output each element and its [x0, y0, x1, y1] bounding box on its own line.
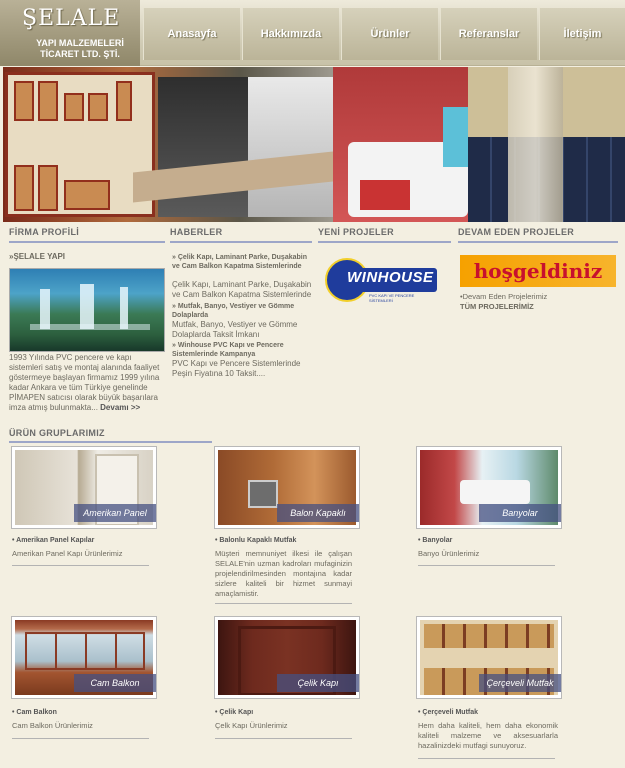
product-title[interactable]: • Cam Balkon	[12, 709, 57, 716]
news-item-text: PVC Kapı ve Pencere Sistemlerinde Peşin Fiyatına 10 Taksit....	[172, 359, 301, 378]
nav-anasayfa[interactable]: Anasayfa	[143, 8, 240, 60]
devam-projeler-link[interactable]: •Devam Eden Projelerimiz	[460, 292, 548, 301]
product-card-balon-kapakli[interactable]	[214, 446, 360, 529]
product-desc: Banyo Ürünlerimiz	[418, 549, 480, 558]
devami-link[interactable]: Devamı >>	[100, 403, 141, 412]
product-desc: Amerikan Panel Kapı Ürünlerimiz	[12, 549, 123, 558]
section-divider	[458, 241, 618, 243]
section-divider	[318, 241, 451, 243]
product-card-celik-kapi[interactable]	[214, 616, 360, 699]
site-logo[interactable]	[0, 0, 140, 66]
product-title[interactable]: • Çerçeveli Mutfak	[418, 709, 479, 716]
hero-banner	[3, 67, 625, 222]
hosgeldiniz-banner[interactable]: hoşgeldiniz	[460, 255, 616, 287]
firma-subtitle-link[interactable]: »ŞELALE YAPI	[9, 252, 66, 261]
product-caption: Amerikan Panel	[74, 504, 156, 522]
winhouse-logo-text: WINHOUSE	[347, 269, 434, 286]
section-title-yeni: YENİ PROJELER	[318, 227, 394, 237]
news-item-title[interactable]: » Mutfak, Banyo, Vestiyer ve Gömme Dolaplarda	[172, 303, 295, 319]
section-title-urunler: ÜRÜN GRUPLARIMIZ	[9, 428, 105, 438]
product-caption: Banyolar	[479, 504, 561, 522]
section-title-firma: FİRMA PROFİLİ	[9, 227, 80, 237]
nav-referanslar[interactable]: Referanslar	[440, 8, 537, 60]
product-title[interactable]: • Banyolar	[418, 537, 453, 544]
product-caption: Cam Balkon	[74, 674, 156, 692]
product-caption: Çelik Kapı	[277, 674, 359, 692]
news-item-text: Çelik Kapı, Laminant Parke, Duşakabin ve Cam Balkon Kapatma Sistemlerinde	[172, 280, 312, 299]
product-card-cam-balkon[interactable]	[11, 616, 157, 699]
product-title[interactable]: • Balonlu Kapaklı Mutfak	[215, 537, 297, 544]
waterfall-image	[9, 268, 165, 352]
product-desc: Cam Balkon Ürünlerimiz	[12, 721, 93, 730]
section-divider	[9, 441, 212, 443]
product-caption: Balon Kapaklı	[277, 504, 359, 522]
product-card-cerceveli-mutfak[interactable]	[416, 616, 562, 699]
product-title[interactable]: • Çelik Kapı	[215, 709, 254, 716]
product-title[interactable]: • Amerikan Panel Kapılar	[12, 537, 95, 544]
logo-title: ŞELALE	[22, 6, 121, 31]
news-item-title[interactable]: » Çelik Kapı, Laminant Parke, Duşakabin ve Cam Balkon Kapatma Sistemlerinde	[172, 254, 307, 270]
banner-kitchen	[248, 77, 333, 217]
section-title-haberler: HABERLER	[170, 227, 223, 237]
tum-projeler-link[interactable]: TÜM PROJELERİMİZ	[460, 302, 534, 311]
main-nav	[143, 8, 625, 60]
nav-hakkimizda[interactable]: Hakkımızda	[242, 8, 339, 60]
product-desc: Hem daha kaliteli, hem daha ekonomik kaliteli malzeme ve aksesuarlarla hazalinizdeki mutfagi sunuyoruz.	[418, 721, 558, 750]
firma-text: 1993 Yılında PVC pencere ve kapı sistemleri satış ve montaj alanında faaliyet göstermeye başlayan firmamız 1999 yılına kadar Ankara ve tüm Türkiye genelinde PİMAPEN satıcısı olarak büyük başarılara imza atmış bulunmakta... Devamı >>	[9, 353, 160, 412]
nav-iletisim[interactable]: İletişim	[539, 8, 625, 60]
banner-shower-door	[508, 67, 563, 222]
section-divider	[9, 241, 165, 243]
product-desc: Müşteri memnuniyet ilkesi ile çalışan SELALE'nin uzman kadroları mufaginizin projelendirilmesinden montajına kadar sizlere kaliteli bir hizmet sunmayi amaçlamistir.	[215, 549, 352, 598]
news-item-text: Mutfak, Banyo, Vestiyer ve Gömme Dolaplarda Taksit İmkanı	[172, 320, 298, 339]
news-item-title[interactable]: » Winhouse PVC Kapı ve Pencere Sistemlerinde Kampanya	[172, 342, 284, 358]
logo-subtitle: YAPI MALZEMELERİ TİCARET LTD. ŞTİ.	[36, 38, 124, 59]
winhouse-logo-subtitle: PVC KAPI VE PENCERE SİSTEMLERİ	[369, 293, 415, 303]
product-card-banyolar[interactable]	[416, 446, 562, 529]
site-header	[0, 0, 625, 66]
product-caption: Çerçeveli Mutfak	[479, 674, 561, 692]
winhouse-logo[interactable]	[325, 258, 439, 302]
section-divider	[170, 241, 312, 243]
product-desc: Çelk Kapı Ürünlerimiz	[215, 721, 288, 730]
nav-urunler[interactable]: Ürünler	[341, 8, 438, 60]
product-card-amerikan-panel[interactable]	[11, 446, 157, 529]
section-title-devam: DEVAM EDEN PROJELER	[458, 227, 575, 237]
